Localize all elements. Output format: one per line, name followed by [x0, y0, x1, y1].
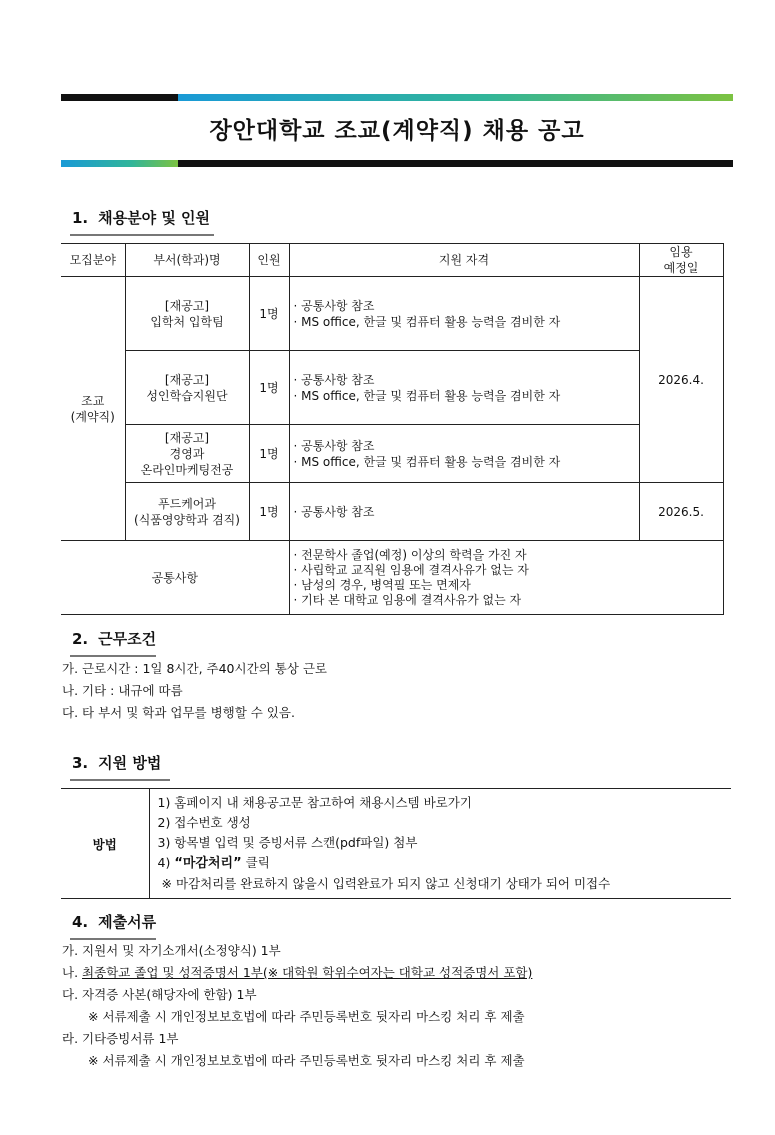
recruitment-table: [61, 243, 724, 615]
step-item: 2) 접수번호 생성: [157, 815, 251, 830]
qualification-line: · MS office, 한글 및 컴퓨터 활용 능력을 겸비한 자: [293, 314, 561, 329]
step-item: [158, 853, 732, 874]
section2-heading: [72, 628, 156, 652]
qualification-cell: [289, 277, 639, 351]
qualification-line: · 공통사항 참조: [293, 504, 375, 519]
list-item: 나. 기타 : 내규에 따름: [62, 683, 183, 698]
top-decor-bar: [61, 94, 733, 101]
dept-cell: [재공고] 성인학습지원단: [125, 351, 249, 425]
section1-title: 채용분야 및 인원: [98, 209, 211, 227]
bottom-bar-black-segment: [178, 160, 733, 167]
qualification-line: · 공통사항 참조: [293, 372, 375, 387]
section3-number: 3.: [72, 754, 89, 772]
header-dept: 부서(학과)명: [125, 244, 249, 277]
count-cell: 1명: [249, 351, 289, 425]
qualification-line: · MS office, 한글 및 컴퓨터 활용 능력을 겸비한 자: [293, 454, 561, 469]
qualification-cell: [289, 351, 639, 425]
documents-list: [62, 940, 532, 1072]
section2-number: 2.: [72, 630, 89, 648]
page-title: 장안대학교 조교(계약직) 채용 공고: [209, 118, 585, 144]
qualification-line: · 공통사항 참조: [293, 438, 375, 453]
common-label-cell: 공통사항: [61, 541, 289, 615]
common-item: · 남성의 경우, 병역필 또는 면제자: [293, 577, 471, 592]
qualification-line: · MS office, 한글 및 컴퓨터 활용 능력을 겸비한 자: [293, 388, 561, 403]
section3-underline: [70, 779, 170, 781]
section4-number: 4.: [72, 913, 89, 931]
step4-bold: “마감처리”: [174, 856, 242, 871]
table-row: [61, 425, 723, 483]
table-row: [61, 351, 723, 425]
table-row: [61, 277, 723, 351]
section1-number: 1.: [72, 209, 89, 227]
dept-cell: [재공고] 입학처 입학팀: [125, 277, 249, 351]
list-item: 다. 타 부서 및 학과 업무를 병행할 수 있음.: [62, 705, 295, 720]
step-item: 1) 홈페이지 내 채용공고문 참고하여 채용시스템 바로가기: [157, 795, 472, 810]
step4-prefix: 4): [157, 855, 175, 870]
header-field: 모집분야: [61, 244, 125, 277]
table-row: [61, 483, 723, 541]
count-cell: 1명: [249, 277, 289, 351]
list-item: [62, 962, 532, 984]
common-items-cell: [289, 541, 723, 615]
method-steps: [149, 789, 731, 899]
step-item: 3) 항목별 입력 및 증빙서류 스캔(pdf파일) 첨부: [157, 835, 418, 850]
list-item: 다. 자격증 사본(해당자에 한함) 1부: [62, 987, 257, 1002]
section3-title: 지원 방법: [98, 754, 162, 772]
header-qualification: 지원 자격: [289, 244, 639, 277]
list-item: 가. 근로시간 : 1일 8시간, 주40시간의 통상 근로: [62, 661, 327, 676]
dept-cell: 푸드케어과 (식품영양학과 겸직): [125, 483, 249, 541]
section1-underline: [70, 234, 214, 236]
qualification-cell: [289, 483, 639, 541]
item2-underlined: 최종학교 졸업 및 성적증명서 1부(※ 대학원 학위수여자는 대학교 성적증명서 포함): [82, 965, 533, 980]
common-item: · 사립학교 교직원 임용에 결격사유가 없는 자: [293, 562, 529, 577]
list-note: ※ 서류제출 시 개인정보보호법에 따라 주민등록번호 뒷자리 마스킹 처리 후 제출: [88, 1053, 525, 1068]
common-item: · 전문학사 졸업(예정) 이상의 학력을 가진 자: [293, 547, 527, 562]
count-cell: 1명: [249, 483, 289, 541]
bottom-decor-bar: [61, 160, 733, 167]
count-cell: 1명: [249, 425, 289, 483]
list-item: 라. 기타증빙서류 1부: [62, 1031, 179, 1046]
list-note: ※ 서류제출 시 개인정보보호법에 따라 주민등록번호 뒷자리 마스킹 처리 후 제출: [88, 1009, 525, 1024]
bottom-bar-gradient-segment: [61, 160, 178, 167]
header-count: 인원: [249, 244, 289, 277]
top-bar-gradient-segment: [178, 94, 733, 101]
item2-prefix: 나.: [62, 965, 83, 980]
method-label: 방법: [61, 789, 149, 899]
table-header-row: [61, 244, 723, 277]
application-method-table: [61, 788, 731, 899]
qualification-cell: [289, 425, 639, 483]
section3-heading: [72, 752, 161, 776]
step4-suffix: 클릭: [241, 855, 270, 870]
section2-underline: [70, 655, 156, 657]
start-date-cell: 2026.5.: [639, 483, 723, 541]
dept-cell: [재공고] 경영과 온라인마케팅전공: [125, 425, 249, 483]
working-conditions-list: [62, 658, 327, 724]
list-item: 가. 지원서 및 자기소개서(소정양식) 1부: [62, 943, 281, 958]
section4-heading: [72, 911, 156, 935]
category-cell: 조교 (계약직): [61, 277, 125, 541]
common-requirements-row: [61, 541, 723, 615]
qualification-line: · 공통사항 참조: [293, 298, 375, 313]
start-date-cell: 2026.4.: [639, 277, 723, 483]
section2-title: 근무조건: [98, 630, 157, 648]
section4-title: 제출서류: [98, 913, 157, 931]
common-item: · 기타 본 대학교 임용에 결격사유가 없는 자: [293, 592, 522, 607]
header-start-date: 임용 예정일: [639, 244, 723, 277]
section1-heading: [72, 207, 210, 231]
top-bar-black-segment: [61, 94, 178, 101]
step-note: ※ 마감처리를 완료하지 않을시 입력완료가 되지 않고 신청대기 상태가 되어 미접수: [161, 876, 611, 891]
